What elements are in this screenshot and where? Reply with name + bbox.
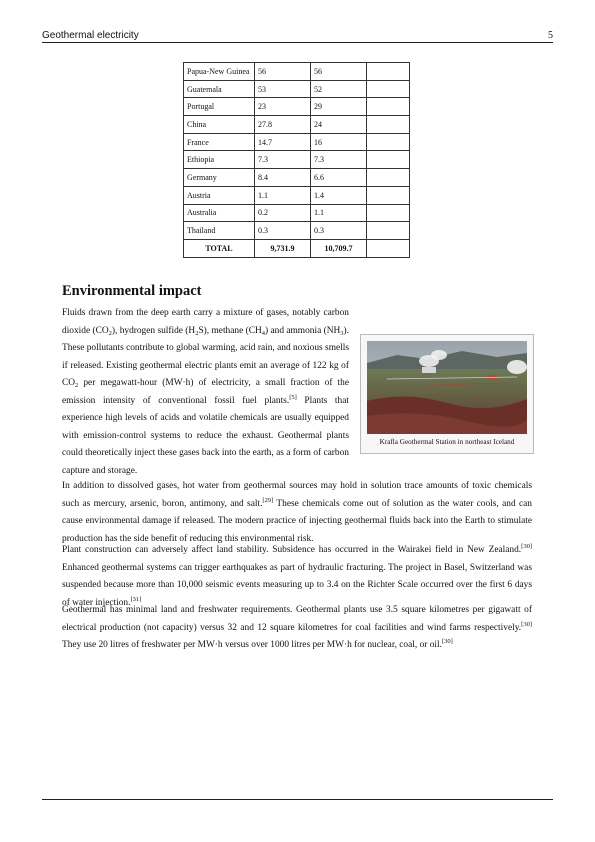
table-row (184, 169, 410, 187)
citation-30[interactable]: [30] (441, 638, 453, 645)
value-cell-2: 52 (311, 80, 367, 98)
paragraph-toxic-chemicals: In addition to dissolved gases, hot water from geothermal sources may hold in solution trace amounts of toxic chemicals such as mercury, arsenic, boron, antimony, and salt.[29] These chemicals come out of solution as the water cools, and can cause environmental damage if released. The modern practice of injecting geothermal fluids back into the Earth to stimulate production has the side benefit of reducing this environmental risk. (62, 481, 532, 544)
value-cell-1: 23 (255, 98, 311, 116)
country-cell: France (184, 133, 255, 151)
value-cell-1: 7.3 (255, 151, 311, 169)
geothermal-station-photo (367, 341, 527, 434)
country-cell: Germany (184, 169, 255, 187)
table-row (184, 222, 410, 240)
value-cell-1: 27.8 (255, 116, 311, 134)
value-cell-2: 0.3 (311, 222, 367, 240)
value-cell-1: 1.1 (255, 186, 311, 204)
empty-cell (367, 204, 410, 222)
running-title: Geothermal electricity (42, 30, 139, 41)
value-cell-1: 0.2 (255, 204, 311, 222)
empty-cell (367, 186, 410, 204)
country-cell: Thailand (184, 222, 255, 240)
empty-cell (367, 80, 410, 98)
value-cell-2: 56 (311, 63, 367, 81)
value-cell-1: 56 (255, 63, 311, 81)
table-row (184, 63, 410, 81)
header-divider (42, 42, 553, 43)
value-cell-2: 24 (311, 116, 367, 134)
country-cell: Australia (184, 204, 255, 222)
table-row (184, 186, 410, 204)
table-total-row (184, 239, 410, 257)
paragraph-emissions: Fluids drawn from the deep earth carry a mixture of gases, notably carbon dioxide $(CO_2)$, hydrogen sulfide $(H_2S)$, methane $(CH_4)$ and ammonia $(NH_3)$. These pollutants contribute to global warming, acid rain, and noxious smells if released. Existing geothermal electric plants emit an average of 122 kg of $CO_2$ per megawatt-hour (MW·h) of electricity, a small fraction of the emission intensity of conventional fossil fuel plants.[5] Plants that experience high levels of acids and volatile chemicals are usually equipped with emission-control systems to reduce the exhaust. Geothermal plants could theoretically inject these gases back into the earth, as a form of carbon capture and storage. (62, 308, 349, 476)
value-cell-1: 0.3 (255, 222, 311, 240)
footer-divider (42, 799, 553, 800)
value-cell-2: 1.1 (311, 204, 367, 222)
empty-cell (367, 222, 410, 240)
country-cell: Ethiopia (184, 151, 255, 169)
total-cell (367, 239, 410, 257)
table-row (184, 98, 410, 116)
empty-cell (367, 151, 410, 169)
citation-5[interactable]: [5] (289, 393, 297, 401)
empty-cell (367, 98, 410, 116)
table-row (184, 133, 410, 151)
citation-30[interactable]: [30] (521, 543, 532, 550)
value-cell-2: 29 (311, 98, 367, 116)
krafla-photo-figure (360, 334, 534, 454)
table-row (184, 151, 410, 169)
value-cell-1: 8.4 (255, 169, 311, 187)
table-row (184, 80, 410, 98)
empty-cell (367, 116, 410, 134)
table-row (184, 116, 410, 134)
total-cell: 9,731.9 (255, 239, 311, 257)
empty-cell (367, 133, 410, 151)
figure-caption: Krafla Geothermal Station in northeast Iceland (379, 438, 515, 446)
country-cell: Portugal (184, 98, 255, 116)
capacity-table (183, 62, 410, 258)
paragraph-land-water: Geothermal has minimal land and freshwater requirements. Geothermal plants use 3.5 square kilometres per gigawatt of electrical production (not capacity) versus 32 and 12 square kilometres for coal facilities and wind farms respectively.[30] They use 20 litres of freshwater per MW·h versus over 1000 litres per MW·h for nuclear, coal, or oil.[30] (62, 605, 532, 650)
empty-cell (367, 169, 410, 187)
value-cell-1: 53 (255, 80, 311, 98)
section-heading: Environmental impact (62, 283, 202, 299)
empty-cell (367, 63, 410, 81)
table-row (184, 204, 410, 222)
country-cell: Guatemala (184, 80, 255, 98)
total-cell: 10,709.7 (311, 239, 367, 257)
country-cell: China (184, 116, 255, 134)
value-cell-2: 6.6 (311, 169, 367, 187)
citation-29[interactable]: [29] (262, 496, 274, 504)
page-header (42, 30, 553, 42)
value-cell-1: 14.7 (255, 133, 311, 151)
country-cell: Papua-New Guinea (184, 63, 255, 81)
citation-30[interactable]: [30] (521, 620, 532, 628)
value-cell-2: 1.4 (311, 186, 367, 204)
page-number: 5 (548, 30, 553, 41)
total-label: TOTAL (184, 239, 255, 257)
paragraph-land-stability: Plant construction can adversely affect land stability. Subsidence has occurred in the Wairakei field in New Zealand.[30] Enhanced geothermal systems can trigger earthquakes as part of hydraulic fracturing. The project in Basel, Switzerland was suspended because more than 10,000 seismic events measuring up to 3.4 on the Richter Scale occurred over the first 6 days of water injection.[31] (62, 543, 532, 608)
value-cell-2: 7.3 (311, 151, 367, 169)
value-cell-2: 16 (311, 133, 367, 151)
country-cell: Austria (184, 186, 255, 204)
citation-31[interactable]: [31] (130, 595, 142, 603)
